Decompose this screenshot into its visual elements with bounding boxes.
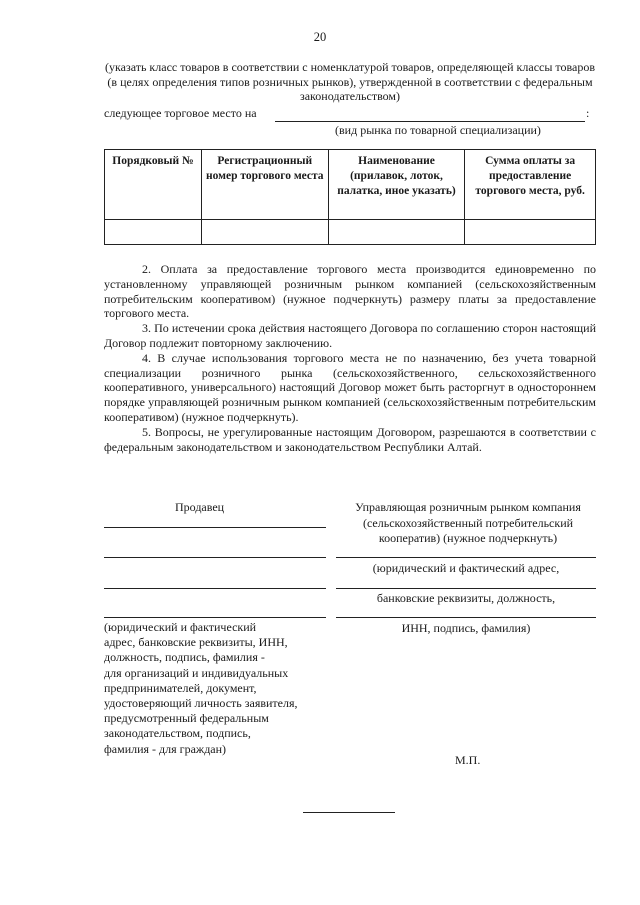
manager-signature-line (336, 617, 596, 618)
table-header-row (105, 150, 596, 220)
contract-clauses (104, 262, 596, 454)
manager-signature-line (336, 557, 596, 558)
market-place-label: следующее торговое место на (104, 106, 257, 120)
clause-3: 3. По истечении срока действия настоящего Договора по соглашению сторон настоящий Договор подлежит повторному заключению. (104, 321, 596, 350)
table-row (105, 220, 596, 245)
manager-title: Управляющая розничным рынком компания (сельскохозяйственный потребительский кооператив) (нужное подчеркнуть) (355, 500, 581, 545)
intro-goods-class-note: (указать класс товаров в соответствии с номенклатурой товаров, определяющей классы товаров (в целях определения типов розничных рынков), утвержденной в соответствии с федеральным законодательством) (104, 60, 595, 103)
manager-bank-caption: банковские реквизиты, должность, (376, 591, 556, 605)
clause-5: 5. Вопросы, не урегулированные настоящим Договором, разрешаются в соответствии с федеральным законодательством и законодательством Республики Алтай. (104, 424, 596, 454)
seller-signature-line (104, 588, 326, 589)
stamp-place: М.П. (455, 753, 481, 767)
seller-title: Продавец (175, 500, 225, 514)
table-cell (328, 220, 465, 245)
header-serial-number: Порядковый № (105, 150, 202, 220)
table-cell (465, 220, 596, 245)
manager-address-caption: (юридический и фактический адрес, (372, 561, 560, 575)
market-type-hint: (вид рынка по товарной специализации) (335, 123, 541, 137)
header-registration-number: Регистрационный номер торгового места (201, 150, 328, 220)
header-place-name: Наименование (прилавок, лоток, палатка, иное указать) (328, 150, 465, 220)
seller-details-caption: (юридический и фактический адрес, банковские реквизиты, ИНН, должность, подпись, фамилия - для организаций и индивидуальных предпринимателей, документ, удостоверяющий личность заявителя, предусмотренный федеральным законодательством, подпись, фамилия - для граждан) (104, 620, 298, 756)
market-type-fill-line (275, 121, 585, 122)
table-cell (105, 220, 202, 245)
market-place-colon: : (586, 106, 590, 120)
page-number: 20 (313, 30, 327, 44)
trading-place-table (104, 149, 596, 245)
manager-signature-line (336, 588, 596, 589)
manager-inn-caption: ИНН, подпись, фамилия) (401, 621, 531, 635)
table-cell (201, 220, 328, 245)
seller-signature-line (104, 617, 326, 618)
footer-rule (303, 812, 395, 813)
clause-4: 4. В случае использования торгового места не по назначению, без учета товарной специализации розничного рынка (сельскохозяйственного, сельскохозяйственного кооперативного, универсального) настоящий Договор может быть расторгнут в одностороннем порядке управляющей розничным рынком компанией (сельскохозяйственным потребительским кооперативом) (нужное подчеркнуть). (104, 350, 596, 424)
header-payment-amount: Сумма оплаты за предоставление торгового места, руб. (465, 150, 596, 220)
clause-2: 2. Оплата за предоставление торгового места производится единовременно по установленному управляющей розничным рынком компанией (сельскохозяйственным потребительским кооперативом) (нужное подчеркнуть) размеру платы за предоставление торгового места. (104, 262, 596, 321)
seller-signature-line (104, 527, 326, 528)
seller-signature-line (104, 557, 326, 558)
